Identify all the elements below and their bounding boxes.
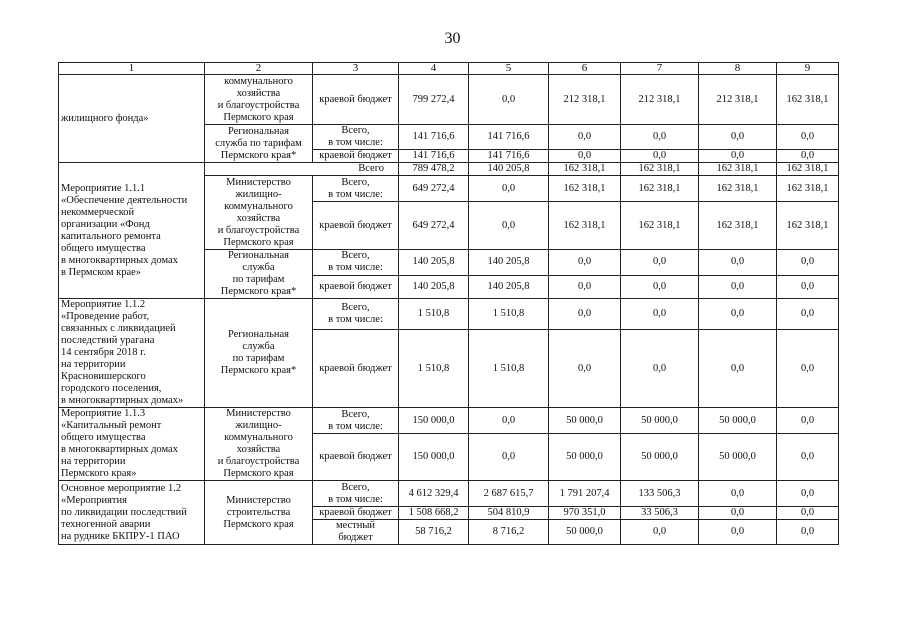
funding-type-cell: Всего, в том числе: bbox=[313, 125, 399, 150]
value-cell-col-5: 504 810,9 bbox=[469, 507, 549, 520]
value-cell-col-4: 649 272,4 bbox=[399, 202, 469, 250]
column-number-9: 9 bbox=[777, 63, 839, 75]
value-cell-col-7: 162 318,1 bbox=[621, 163, 699, 176]
value-cell-col-8: 50 000,0 bbox=[699, 434, 777, 481]
funding-type-cell: Всего, в том числе: bbox=[313, 176, 399, 202]
value-cell-col-8: 0,0 bbox=[699, 507, 777, 520]
value-cell-col-6: 970 351,0 bbox=[549, 507, 621, 520]
funding-type-cell: Всего, в том числе: bbox=[313, 250, 399, 276]
value-cell-col-8: 162 318,1 bbox=[699, 176, 777, 202]
value-cell-col-6: 50 000,0 bbox=[549, 408, 621, 434]
value-cell-col-6: 50 000,0 bbox=[549, 520, 621, 545]
value-cell-col-5: 8 716,2 bbox=[469, 520, 549, 545]
value-cell-col-4: 150 000,0 bbox=[399, 408, 469, 434]
table-row bbox=[59, 408, 839, 434]
value-cell-col-5: 0,0 bbox=[469, 75, 549, 125]
value-cell-col-8: 212 318,1 bbox=[699, 75, 777, 125]
value-cell-col-6: 0,0 bbox=[549, 330, 621, 408]
value-cell-col-9: 0,0 bbox=[777, 150, 839, 163]
value-cell-col-4: 141 716,6 bbox=[399, 125, 469, 150]
table-row bbox=[59, 481, 839, 507]
value-cell-col-5: 141 716,6 bbox=[469, 125, 549, 150]
value-cell-col-6: 0,0 bbox=[549, 150, 621, 163]
value-cell-col-4: 789 478,2 bbox=[399, 163, 469, 176]
value-cell-col-9: 162 318,1 bbox=[777, 202, 839, 250]
activity-name-cell: Мероприятие 1.1.1 «Обеспечение деятельности некоммерческой организации «Фонд капитального ремонта общего имущества в многоквартирных домах в Пермском крае» bbox=[59, 163, 205, 299]
value-cell-col-9: 0,0 bbox=[777, 250, 839, 276]
value-cell-col-6: 162 318,1 bbox=[549, 202, 621, 250]
value-cell-col-4: 140 205,8 bbox=[399, 250, 469, 276]
value-cell-col-7: 0,0 bbox=[621, 520, 699, 545]
column-number-4: 4 bbox=[399, 63, 469, 75]
value-cell-col-9: 162 318,1 bbox=[777, 163, 839, 176]
value-cell-col-5: 140 205,8 bbox=[469, 250, 549, 276]
value-cell-col-7: 133 506,3 bbox=[621, 481, 699, 507]
value-cell-col-5: 140 205,8 bbox=[469, 163, 549, 176]
value-cell-col-9: 162 318,1 bbox=[777, 176, 839, 202]
value-cell-col-8: 162 318,1 bbox=[699, 202, 777, 250]
funding-type-cell: краевой бюджет bbox=[313, 75, 399, 125]
funding-type-cell: Всего, в том числе: bbox=[313, 408, 399, 434]
value-cell-col-5: 1 510,8 bbox=[469, 299, 549, 330]
value-cell-col-8: 50 000,0 bbox=[699, 408, 777, 434]
value-cell-col-5: 0,0 bbox=[469, 176, 549, 202]
value-cell-col-4: 1 510,8 bbox=[399, 330, 469, 408]
value-cell-col-7: 50 000,0 bbox=[621, 408, 699, 434]
value-cell-col-8: 162 318,1 bbox=[699, 163, 777, 176]
value-cell-col-4: 1 510,8 bbox=[399, 299, 469, 330]
value-cell-col-4: 1 508 668,2 bbox=[399, 507, 469, 520]
table-row bbox=[59, 75, 839, 125]
value-cell-col-4: 140 205,8 bbox=[399, 275, 469, 298]
funding-type-cell: краевой бюджет bbox=[313, 275, 399, 298]
activity-name-cell: Мероприятие 1.1.2 «Проведение работ, связанных с ликвидацией последствий урагана 14 сентября 2018 г. на территории Красновишерского городского поселения, в многоквартирных домах» bbox=[59, 299, 205, 408]
value-cell-col-9: 0,0 bbox=[777, 520, 839, 545]
value-cell-col-5: 0,0 bbox=[469, 202, 549, 250]
organization-cell: Министерство жилищно- коммунального хозяйства и благоустройства Пермского края bbox=[205, 408, 313, 481]
value-cell-col-7: 50 000,0 bbox=[621, 434, 699, 481]
value-cell-col-7: 0,0 bbox=[621, 150, 699, 163]
activity-name-cell: жилищного фонда» bbox=[59, 75, 205, 163]
value-cell-col-9: 0,0 bbox=[777, 299, 839, 330]
column-number-7: 7 bbox=[621, 63, 699, 75]
column-number-5: 5 bbox=[469, 63, 549, 75]
value-cell-col-6: 162 318,1 bbox=[549, 163, 621, 176]
value-cell-col-9: 0,0 bbox=[777, 408, 839, 434]
value-cell-col-5: 140 205,8 bbox=[469, 275, 549, 298]
funding-type-cell: краевой бюджет bbox=[313, 202, 399, 250]
page-number: 30 bbox=[444, 30, 461, 47]
value-cell-col-5: 0,0 bbox=[469, 434, 549, 481]
funding-type-cell: краевой бюджет bbox=[313, 330, 399, 408]
value-cell-col-7: 33 506,3 bbox=[621, 507, 699, 520]
column-number-8: 8 bbox=[699, 63, 777, 75]
value-cell-col-6: 50 000,0 bbox=[549, 434, 621, 481]
column-number-2: 2 bbox=[205, 63, 313, 75]
value-cell-col-8: 0,0 bbox=[699, 125, 777, 150]
value-cell-col-8: 0,0 bbox=[699, 299, 777, 330]
value-cell-col-8: 0,0 bbox=[699, 150, 777, 163]
value-cell-col-8: 0,0 bbox=[699, 250, 777, 276]
value-cell-col-9: 0,0 bbox=[777, 507, 839, 520]
activity-name-cell: Основное мероприятие 1.2 «Мероприятия по ликвидации последствий техногенной аварии на руднике БКПРУ-1 ПАО bbox=[59, 481, 205, 545]
column-number-1: 1 bbox=[59, 63, 205, 75]
value-cell-col-4: 799 272,4 bbox=[399, 75, 469, 125]
funding-type-cell: Всего, в том числе: bbox=[313, 481, 399, 507]
funding-type-cell: краевой бюджет bbox=[313, 150, 399, 163]
value-cell-col-4: 649 272,4 bbox=[399, 176, 469, 202]
column-number-row bbox=[59, 63, 839, 75]
column-number-3: 3 bbox=[313, 63, 399, 75]
value-cell-col-5: 0,0 bbox=[469, 408, 549, 434]
value-cell-col-6: 0,0 bbox=[549, 275, 621, 298]
value-cell-col-7: 162 318,1 bbox=[621, 176, 699, 202]
value-cell-col-4: 58 716,2 bbox=[399, 520, 469, 545]
activity-name-cell: Мероприятие 1.1.3 «Капитальный ремонт общего имущества в многоквартирных домах на территории Пермского края» bbox=[59, 408, 205, 481]
value-cell-col-7: 0,0 bbox=[621, 125, 699, 150]
budget-table bbox=[58, 62, 839, 545]
value-cell-col-8: 0,0 bbox=[699, 520, 777, 545]
funding-type-cell: местный бюджет bbox=[313, 520, 399, 545]
value-cell-col-9: 0,0 bbox=[777, 330, 839, 408]
value-cell-col-5: 141 716,6 bbox=[469, 150, 549, 163]
column-number-6: 6 bbox=[549, 63, 621, 75]
value-cell-col-4: 4 612 329,4 bbox=[399, 481, 469, 507]
funding-type-cell: краевой бюджет bbox=[313, 434, 399, 481]
value-cell-col-9: 0,0 bbox=[777, 434, 839, 481]
funding-type-cell: краевой бюджет bbox=[313, 507, 399, 520]
organization-cell: коммунального хозяйства и благоустройства Пермского края bbox=[205, 75, 313, 125]
value-cell-col-4: 150 000,0 bbox=[399, 434, 469, 481]
organization-cell: Министерство строительства Пермского края bbox=[205, 481, 313, 545]
value-cell-col-4: 141 716,6 bbox=[399, 150, 469, 163]
value-cell-col-7: 0,0 bbox=[621, 250, 699, 276]
value-cell-col-7: 0,0 bbox=[621, 330, 699, 408]
value-cell-col-6: 1 791 207,4 bbox=[549, 481, 621, 507]
value-cell-col-5: 2 687 615,7 bbox=[469, 481, 549, 507]
value-cell-col-7: 162 318,1 bbox=[621, 202, 699, 250]
value-cell-col-9: 162 318,1 bbox=[777, 75, 839, 125]
value-cell-col-8: 0,0 bbox=[699, 275, 777, 298]
total-row bbox=[59, 163, 839, 176]
value-cell-col-9: 0,0 bbox=[777, 125, 839, 150]
value-cell-col-6: 162 318,1 bbox=[549, 176, 621, 202]
value-cell-col-6: 0,0 bbox=[549, 250, 621, 276]
value-cell-col-8: 0,0 bbox=[699, 330, 777, 408]
table-row bbox=[59, 299, 839, 330]
organization-cell: Региональная служба по тарифам Пермского края* bbox=[205, 125, 313, 163]
funding-type-cell: Всего, в том числе: bbox=[313, 299, 399, 330]
value-cell-col-5: 1 510,8 bbox=[469, 330, 549, 408]
value-cell-col-6: 0,0 bbox=[549, 299, 621, 330]
value-cell-col-6: 0,0 bbox=[549, 125, 621, 150]
organization-cell: Региональная служба по тарифам Пермского края* bbox=[205, 250, 313, 299]
value-cell-col-7: 0,0 bbox=[621, 299, 699, 330]
value-cell-col-7: 212 318,1 bbox=[621, 75, 699, 125]
value-cell-col-9: 0,0 bbox=[777, 275, 839, 298]
funding-type-cell: Всего bbox=[205, 163, 399, 176]
organization-cell: Региональная служба по тарифам Пермского края* bbox=[205, 299, 313, 408]
value-cell-col-8: 0,0 bbox=[699, 481, 777, 507]
value-cell-col-6: 212 318,1 bbox=[549, 75, 621, 125]
value-cell-col-7: 0,0 bbox=[621, 275, 699, 298]
organization-cell: Министерство жилищно- коммунального хозяйства и благоустройства Пермского края bbox=[205, 176, 313, 250]
value-cell-col-9: 0,0 bbox=[777, 481, 839, 507]
